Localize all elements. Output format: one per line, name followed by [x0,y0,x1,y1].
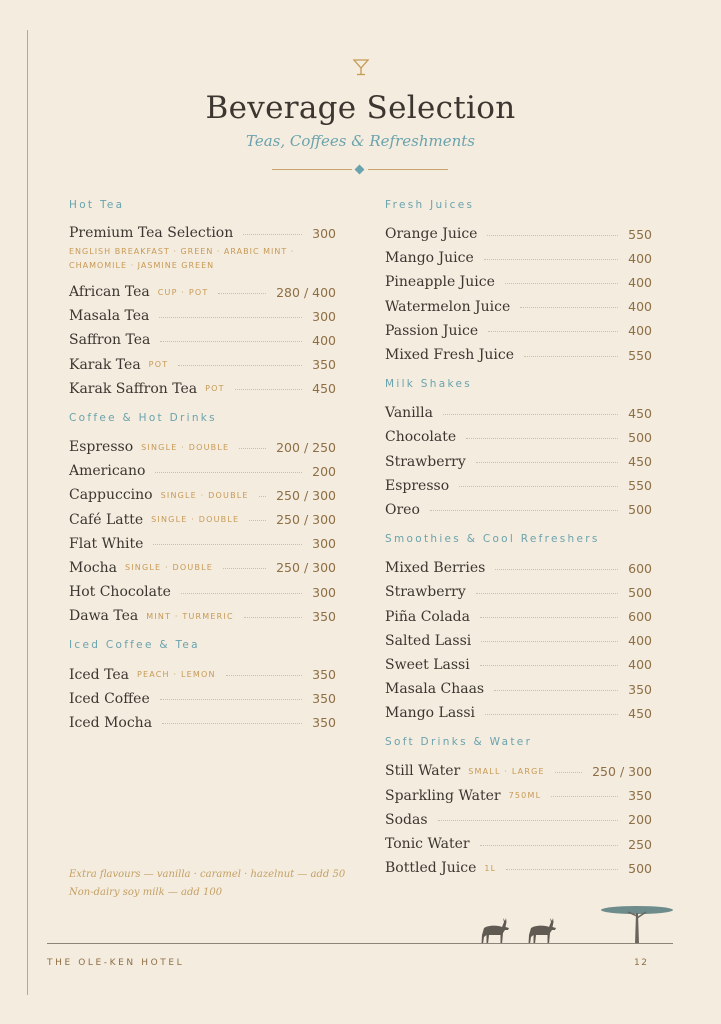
menu-item [385,759,652,783]
item-price: 400 [628,323,652,339]
item-name: African Tea [69,284,150,301]
item-name: Iced Coffee [69,690,150,707]
item-name: Mango Juice [385,250,474,267]
dotted-leader [524,356,618,357]
coffee-list [69,435,336,629]
item-price: 450 [628,705,652,721]
dotted-leader [481,641,618,642]
item-price: 250 / 300 [276,560,336,576]
dotted-leader [243,234,302,235]
juices-list [385,222,652,367]
menu-item [69,304,336,328]
page-number: 12 [634,958,649,968]
dotted-leader [223,568,266,569]
menu-header [0,58,721,150]
page-title: Beverage Selection [205,90,516,126]
dotted-leader [466,438,618,439]
item-price: 400 [628,250,652,266]
dotted-leader [159,317,302,318]
item-name: Chocolate [385,429,457,446]
item-price: 250 / 300 [276,512,336,528]
menu-item [69,280,336,304]
menu-item [69,532,336,556]
dotted-leader [495,569,618,570]
item-options: SINGLE · DOUBLE [124,563,214,573]
item-name: Hot Chocolate [69,584,171,601]
item-name: Sodas [385,811,428,828]
item-name: Salted Lassi [385,632,472,649]
item-name: Vanilla [385,405,433,422]
dotted-leader [239,448,266,449]
item-name: Mixed Fresh Juice [385,347,514,364]
item-name: Masala Chaas [385,681,485,698]
item-options: 1L [484,863,497,873]
menu-item [385,808,652,832]
dotted-leader [485,714,618,715]
dotted-leader [181,593,302,594]
item-name: Tonic Water [385,836,470,853]
dotted-leader [162,723,302,724]
menu-item [385,701,652,725]
section-heading-soft-drinks: Soft Drinks & Water [385,736,533,749]
dotted-leader [244,617,302,618]
item-name: Espresso [385,477,450,494]
menu-item [385,474,652,498]
menu-item [385,629,652,653]
dotted-leader [476,593,618,594]
cocktail-glass-icon [352,58,370,76]
item-price: 350 [628,788,652,804]
smoothies-list [385,556,652,725]
item-price: 450 [312,381,336,397]
dotted-leader [484,259,618,260]
item-price: 400 [628,657,652,673]
item-options: 750ML [508,791,542,801]
acacia-tree-icon [600,904,674,944]
item-price: 350 [312,357,336,373]
item-price: 450 [628,454,652,470]
item-options: SINGLE · DOUBLE [151,515,240,525]
menu-item [69,353,336,377]
menu-item [69,687,336,711]
item-name: Mocha [69,559,117,576]
item-price: 300 [312,584,336,600]
item-name: Café Latte [69,511,144,528]
item-name: Piña Colada [385,608,470,625]
shakes-list [385,401,652,522]
menu-item [385,677,652,701]
dotted-leader [443,414,618,415]
item-price: 600 [628,609,652,625]
menu-item [385,319,652,343]
item-price: 500 [628,502,652,518]
item-name: Karak Tea [69,356,141,373]
item-price: 250 / 300 [276,487,336,503]
dotted-leader [488,331,618,332]
item-description: ENGLISH BREAKFAST · GREEN · ARABIC MINT · [69,247,295,256]
menu-item [69,711,336,735]
item-options: SINGLE · DOUBLE [141,442,230,452]
item-name: Mango Lassi [385,705,476,722]
menu-item [385,832,652,856]
item-price: 350 [312,715,336,731]
item-name: Mixed Berries [385,560,486,577]
menu-item [69,662,336,686]
item-price: 500 [628,584,652,600]
item-price: 350 [312,691,336,707]
item-description: CHAMOMILE · JASMINE GREEN [69,261,215,270]
item-name: Iced Mocha [69,714,153,731]
page-subtitle: Teas, Coffees & Refreshments [246,132,475,150]
dotted-leader [480,665,618,666]
item-options: POT [205,384,225,394]
menu-item [385,784,652,808]
item-price: 250 [628,836,652,852]
menu-item [385,653,652,677]
section-heading-juices: Fresh Juices [385,199,475,211]
item-price: 200 [628,812,652,828]
hot-tea-list [69,222,336,401]
dotted-leader [259,496,266,497]
item-name: Americano [69,463,146,480]
item-name: Dawa Tea [69,608,139,625]
dotted-leader [235,389,302,390]
menu-item [385,222,652,246]
right-column [385,198,652,880]
note-extra-flavours: Extra flavours — vanilla · caramel · hazelnut — add 50 [69,869,346,880]
item-name: Still Water [385,763,461,780]
menu-item [69,222,336,280]
dotted-leader [160,699,302,700]
soft-drinks-list [385,759,652,880]
item-name: Karak Saffron Tea [69,380,198,397]
menu-item [385,246,652,270]
item-price: 550 [628,226,652,242]
footer-rule [47,943,673,944]
item-options: CUP · POT [157,287,209,297]
item-price: 300 [312,308,336,324]
item-name: Sweet Lassi [385,656,470,673]
item-options: PEACH · LEMON [136,670,216,680]
menu-item [385,270,652,294]
menu-item [69,580,336,604]
dotted-leader [218,293,266,294]
dotted-leader [438,820,619,821]
diamond-icon [355,165,365,175]
item-price: 300 [312,536,336,552]
menu-item [69,435,336,459]
section-heading-hot-tea: Hot Tea [69,199,125,211]
dotted-leader [555,772,582,773]
item-price: 200 / 250 [276,439,336,455]
dotted-leader [551,796,618,797]
section-heading-coffee: Coffee & Hot Drinks [69,411,217,424]
left-column [69,198,336,735]
item-options: SMALL · LARGE [468,766,545,776]
item-name: Espresso [69,439,134,456]
item-name: Cappuccino [69,487,153,504]
dotted-leader [430,510,618,511]
item-name: Saffron Tea [69,332,151,349]
item-price: 350 [628,681,652,697]
note-soy-milk: Non-dairy soy milk — add 100 [69,887,223,898]
dotted-leader [226,675,302,676]
item-price: 400 [312,332,336,348]
item-options: SINGLE · DOUBLE [160,490,249,500]
item-name: Watermelon Juice [385,298,511,315]
item-price: 550 [628,478,652,494]
menu-item [69,483,336,507]
section-heading-smoothies: Smoothies & Cool Refreshers [385,533,600,546]
dotted-leader [476,462,618,463]
item-name: Iced Tea [69,666,129,683]
menu-item [385,450,652,474]
item-name: Strawberry [385,453,466,470]
menu-item-line [69,222,336,244]
item-name: Strawberry [385,584,466,601]
dotted-leader [459,486,618,487]
dotted-leader [505,283,618,284]
dotted-leader [494,690,618,691]
dotted-leader [178,365,302,366]
extras-notes [69,866,345,902]
item-price: 450 [628,405,652,421]
dotted-leader [480,617,618,618]
menu-item [69,459,336,483]
menu-item [385,556,652,580]
menu-item [69,328,336,352]
item-name: Orange Juice [385,226,478,243]
dotted-leader [487,235,618,236]
menu-item [385,856,652,880]
dotted-leader [160,341,302,342]
item-price: 280 / 400 [276,284,336,300]
item-price: 350 [312,667,336,683]
menu-item [69,604,336,628]
menu-item [69,377,336,401]
item-options: MINT · TURMERIC [146,611,234,621]
item-name: Premium Tea Selection [69,225,234,241]
menu-item [69,508,336,532]
item-name: Oreo [385,501,420,518]
title-divider-ornament [272,165,448,175]
iced-list [69,662,336,735]
item-price: 400 [628,633,652,649]
dotted-leader [155,472,302,473]
menu-item [385,580,652,604]
item-price: 400 [628,299,652,315]
hotel-name: THE OLE-KEN HOTEL [47,958,185,968]
item-name: Masala Tea [69,308,150,325]
item-name: Bottled Juice [385,860,477,877]
item-name: Pineapple Juice [385,274,495,291]
menu-item [385,343,652,367]
item-name: Flat White [69,535,144,552]
antelope-icon [478,916,512,946]
item-price: 250 / 300 [592,763,652,779]
menu-item [385,295,652,319]
section-heading-iced: Iced Coffee & Tea [69,639,200,652]
dotted-leader [480,845,619,846]
menu-item [385,498,652,522]
menu-item [69,556,336,580]
section-heading-shakes: Milk Shakes [385,378,473,391]
menu-item [385,401,652,425]
dotted-leader [520,307,618,308]
item-price: 550 [628,347,652,363]
dotted-leader [153,544,302,545]
item-name: Passion Juice [385,322,479,339]
item-options: POT [148,360,169,370]
item-price: 350 [312,608,336,624]
item-price: 400 [628,274,652,290]
dotted-leader [249,520,266,521]
item-price: 300 [312,225,336,241]
antelope-icon [525,916,559,946]
dotted-leader [506,869,618,870]
item-price: 500 [628,860,652,876]
item-name: Sparkling Water [385,787,501,804]
item-price: 200 [312,463,336,479]
menu-item [385,604,652,628]
item-price: 500 [628,429,652,445]
left-border-rule [27,30,28,995]
item-price: 600 [628,560,652,576]
menu-item [385,425,652,449]
